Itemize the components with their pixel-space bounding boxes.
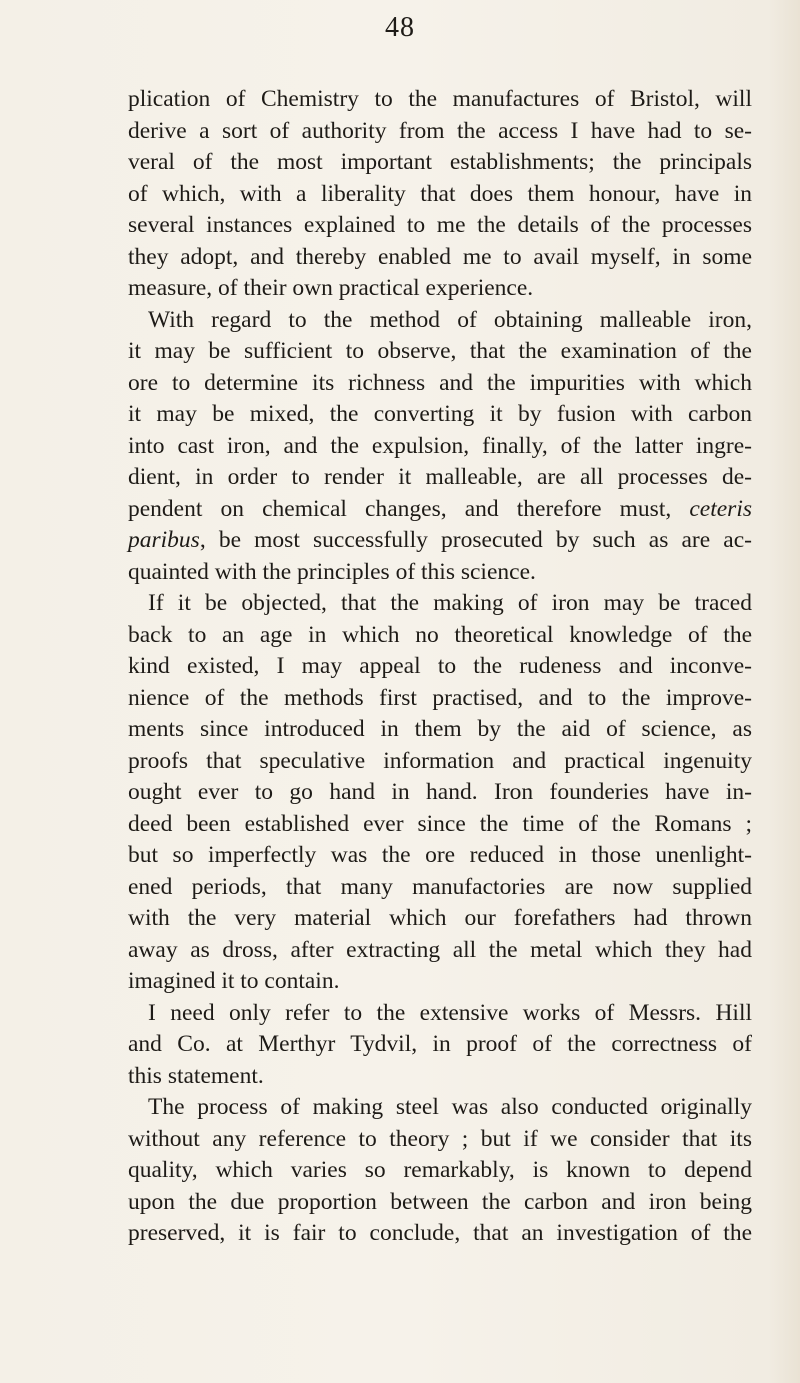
italic-term: ceteris bbox=[689, 495, 752, 522]
body-text bbox=[128, 84, 752, 1250]
text-line: deed been established ever since the time of the Romans ; bbox=[128, 810, 752, 837]
text-line: but so imperfectly was the ore reduced in those unenlight- bbox=[128, 842, 752, 868]
text-line: kind existed, I may appeal to the rudeness and inconve- bbox=[128, 653, 752, 679]
paragraph-end-line: measure, of their own practical experience. bbox=[128, 275, 534, 301]
text-line: it may be mixed, the converting it by fusion with carbon bbox=[128, 401, 752, 427]
text-line: upon the due proportion between the carbon and iron being bbox=[128, 1188, 752, 1215]
text-line: ened periods, that many manufactories are now supplied bbox=[128, 873, 752, 900]
text-line: it may be sufficient to observe, that the examination of the bbox=[128, 338, 752, 364]
text-line: they adopt, and thereby enabled me to avail myself, in some bbox=[128, 243, 752, 270]
paragraph-end-line: imagined it to contain. bbox=[128, 968, 340, 994]
text-line: preserved, it is fair to conclude, that an investigation of the bbox=[128, 1220, 752, 1246]
text-line: plication of Chemistry to the manufactures of Bristol, will bbox=[128, 86, 752, 112]
text-line: several instances explained to me the details of the processes bbox=[128, 212, 752, 238]
text-line: proofs that speculative information and practical ingenuity bbox=[128, 747, 752, 774]
text-line: without any reference to theory ; but if we consider that its bbox=[128, 1125, 752, 1152]
paragraph-start-line: If it be objected, that the making of iron may be traced bbox=[148, 590, 752, 616]
text-line: into cast iron, and the expulsion, finally, of the latter ingre- bbox=[128, 432, 752, 459]
page-number: 48 bbox=[385, 12, 415, 43]
paragraph-start-line: The process of making steel was also conducted originally bbox=[148, 1094, 752, 1120]
text-line: ought ever to go hand in hand. Iron founderies have in- bbox=[128, 779, 752, 805]
text-line: back to an age in which no theoretical knowledge of the bbox=[128, 621, 752, 648]
paragraph-end-line: quainted with the principles of this science. bbox=[128, 558, 536, 585]
text-line: with the very material which our forefathers had thrown bbox=[128, 905, 752, 931]
text-line: and Co. at Merthyr Tydvil, in proof of the correctness of bbox=[128, 1031, 752, 1057]
text-line: veral of the most important establishments; the principals bbox=[128, 149, 752, 175]
text-line: of which, with a liberality that does them honour, have in bbox=[128, 180, 752, 207]
paragraph-start-line: With regard to the method of obtaining malleable iron, bbox=[148, 306, 752, 333]
text-line: derive a sort of authority from the access I have had to se- bbox=[128, 117, 752, 144]
text-line: paribus, be most successfully prosecuted by such as are ac- bbox=[128, 527, 752, 553]
text-line: away as dross, after extracting all the metal which they had bbox=[128, 936, 752, 963]
paragraph-end-line: this statement. bbox=[128, 1062, 264, 1089]
text-line: pendent on chemical changes, and therefore must, ceteris bbox=[128, 495, 752, 522]
text-line: ments since introduced in them by the aid of science, as bbox=[128, 716, 752, 742]
text-line: quality, which varies so remarkably, is known to depend bbox=[128, 1157, 752, 1183]
italic-term: paribus bbox=[128, 527, 200, 553]
text-line: nience of the methods first practised, and to the improve- bbox=[128, 684, 752, 711]
text-line: ore to determine its richness and the impurities with which bbox=[128, 369, 752, 396]
text-line: dient, in order to render it malleable, are all processes de- bbox=[128, 464, 752, 490]
paragraph-start-line: I need only refer to the extensive works of Messrs. Hill bbox=[148, 999, 752, 1026]
